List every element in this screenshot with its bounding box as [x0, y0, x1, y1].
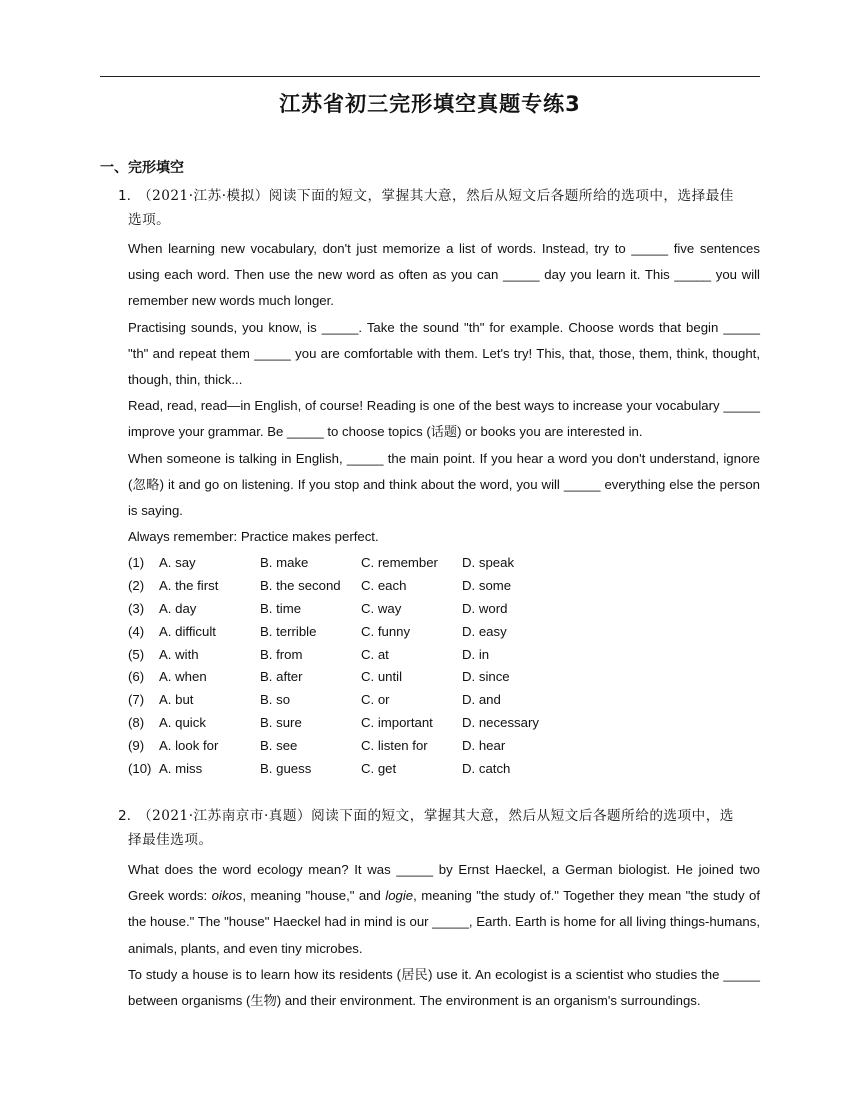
option-d: D. some [462, 577, 512, 593]
passage-paragraph: Always remember: Practice makes perfect. [128, 529, 379, 545]
greek-word: oikos [211, 888, 243, 904]
blank-number: (5) [128, 646, 145, 662]
option-d: D. easy [462, 623, 507, 639]
option-a: A. when [159, 669, 207, 685]
option-d: D. hear [462, 738, 506, 754]
option-d: D. catch [462, 761, 511, 777]
question-1-passage [128, 236, 760, 550]
question-instruction: （2021·江苏·模拟）阅读下面的短文，掌握其大意，然后从短文后各题所给的选项中，选择最佳 [138, 188, 734, 204]
passage-paragraph [128, 857, 760, 962]
option-c: C. funny [361, 623, 411, 639]
blank-number: (10) [128, 761, 152, 777]
option-b: B. time [260, 600, 302, 616]
option-b: B. make [260, 555, 309, 570]
option-c: C. or [361, 692, 390, 708]
option-row [128, 735, 572, 758]
option-d: D. word [462, 600, 508, 616]
option-b: B. after [260, 669, 303, 685]
passage-paragraph: Read, read, read—in English, of course! Reading is one of the best ways to increase your vocabulary _____ improve your grammar. Be _____ to choose topics (话题) or books you are interested in. [128, 398, 760, 440]
option-c: C. get [361, 761, 397, 777]
option-b: B. see [260, 738, 298, 754]
option-row [128, 598, 572, 621]
option-c: C. each [361, 577, 407, 593]
option-c: C. important [361, 715, 433, 731]
question-instruction-cont: 择最佳选项。 [128, 832, 213, 848]
option-d: D. necessary [462, 715, 539, 731]
option-c: C. remember [361, 555, 438, 570]
option-b: B. guess [260, 761, 312, 777]
option-row [128, 758, 572, 781]
option-a: A. the first [159, 577, 219, 593]
option-a: A. difficult [159, 623, 216, 639]
passage-paragraph: When learning new vocabulary, don't just memorize a list of words. Instead, try to _____ five sentences using each word. Then use the new word as often as you can _____ day you learn it. This _____ you will remember new words much longer. [128, 241, 760, 309]
option-c: C. way [361, 600, 402, 616]
option-d: D. speak [462, 555, 515, 570]
blank-number: (7) [128, 692, 145, 708]
question-1-options [128, 552, 572, 781]
option-c: C. at [361, 646, 389, 662]
option-row [128, 575, 572, 598]
blank-number: (1) [128, 555, 145, 570]
question-number: 1. [118, 188, 131, 204]
question-instruction-cont: 选项。 [128, 212, 171, 228]
blank-number: (3) [128, 600, 145, 616]
blank-number: (9) [128, 738, 145, 754]
option-row [128, 666, 572, 689]
passage-paragraph: To study a house is to learn how its residents (居民) use it. An ecologist is a scientist who studies the _____ between organisms (生物) and their environment. The environment is an organism's surroundings. [128, 966, 760, 1009]
option-a: A. say [159, 555, 196, 570]
option-a: A. miss [159, 761, 203, 777]
option-b: B. the second [260, 577, 341, 593]
option-b: B. so [260, 692, 291, 708]
passage-text: , meaning "the study of." Together they mean "the study of the house." The "house" Haeckel had in mind is our _____, Earth. Earth is home for all living things-humans, animals, plants, and even tiny microbes. [128, 888, 760, 956]
option-c: C. until [361, 669, 403, 685]
option-row [128, 689, 572, 712]
document-title: 江苏省初三完形填空真题专练3 [279, 92, 581, 116]
blank-number: (8) [128, 715, 145, 731]
option-row [128, 621, 572, 644]
option-c: C. listen for [361, 738, 428, 754]
passage-paragraph: Practising sounds, you know, is _____. Take the sound "th" for example. Choose words that begin _____ "th" and repeat them _____ you are comfortable with them. Let's try! This, that, those, them, think, thought, though, thin, thick... [128, 319, 760, 388]
blank-number: (2) [128, 577, 145, 593]
header-rule [100, 76, 760, 77]
blank-number: (4) [128, 623, 145, 639]
question-2-passage [128, 857, 760, 1014]
option-row [128, 644, 572, 667]
question-instruction: （2021·江苏南京市·真题）阅读下面的短文，掌握其大意，然后从短文后各题所给的选项中，选 [138, 808, 734, 824]
option-a: A. quick [159, 715, 206, 731]
blank-number: (6) [128, 669, 145, 685]
option-a: A. with [159, 646, 199, 662]
option-a: A. day [159, 600, 197, 616]
option-d: D. since [462, 669, 510, 685]
option-a: A. look for [159, 738, 219, 754]
question-number: 2. [118, 808, 131, 824]
section-heading: 一、完形填空 [100, 160, 184, 176]
option-d: D. and [462, 692, 501, 708]
option-row [128, 712, 572, 735]
passage-text: What does the word ecology mean? It was _____ by Ernst Haeckel, a German biologist. He joined two Greek words: [128, 862, 760, 904]
question-1-header [118, 184, 760, 232]
passage-text: , meaning "house," and [242, 888, 386, 904]
option-b: B. terrible [260, 623, 317, 639]
passage-paragraph: When someone is talking in English, _____ the main point. If you hear a word you don't understand, ignore (忽略) it and go on listening. If you stop and think about the word, you will _____ everything else the person is saying. [128, 450, 760, 519]
option-d: D. in [462, 646, 490, 662]
question-2-header [118, 804, 760, 852]
option-b: B. sure [260, 715, 302, 731]
option-a: A. but [159, 692, 194, 708]
greek-word: logie [385, 888, 414, 904]
option-row [128, 552, 572, 575]
option-b: B. from [260, 646, 303, 662]
